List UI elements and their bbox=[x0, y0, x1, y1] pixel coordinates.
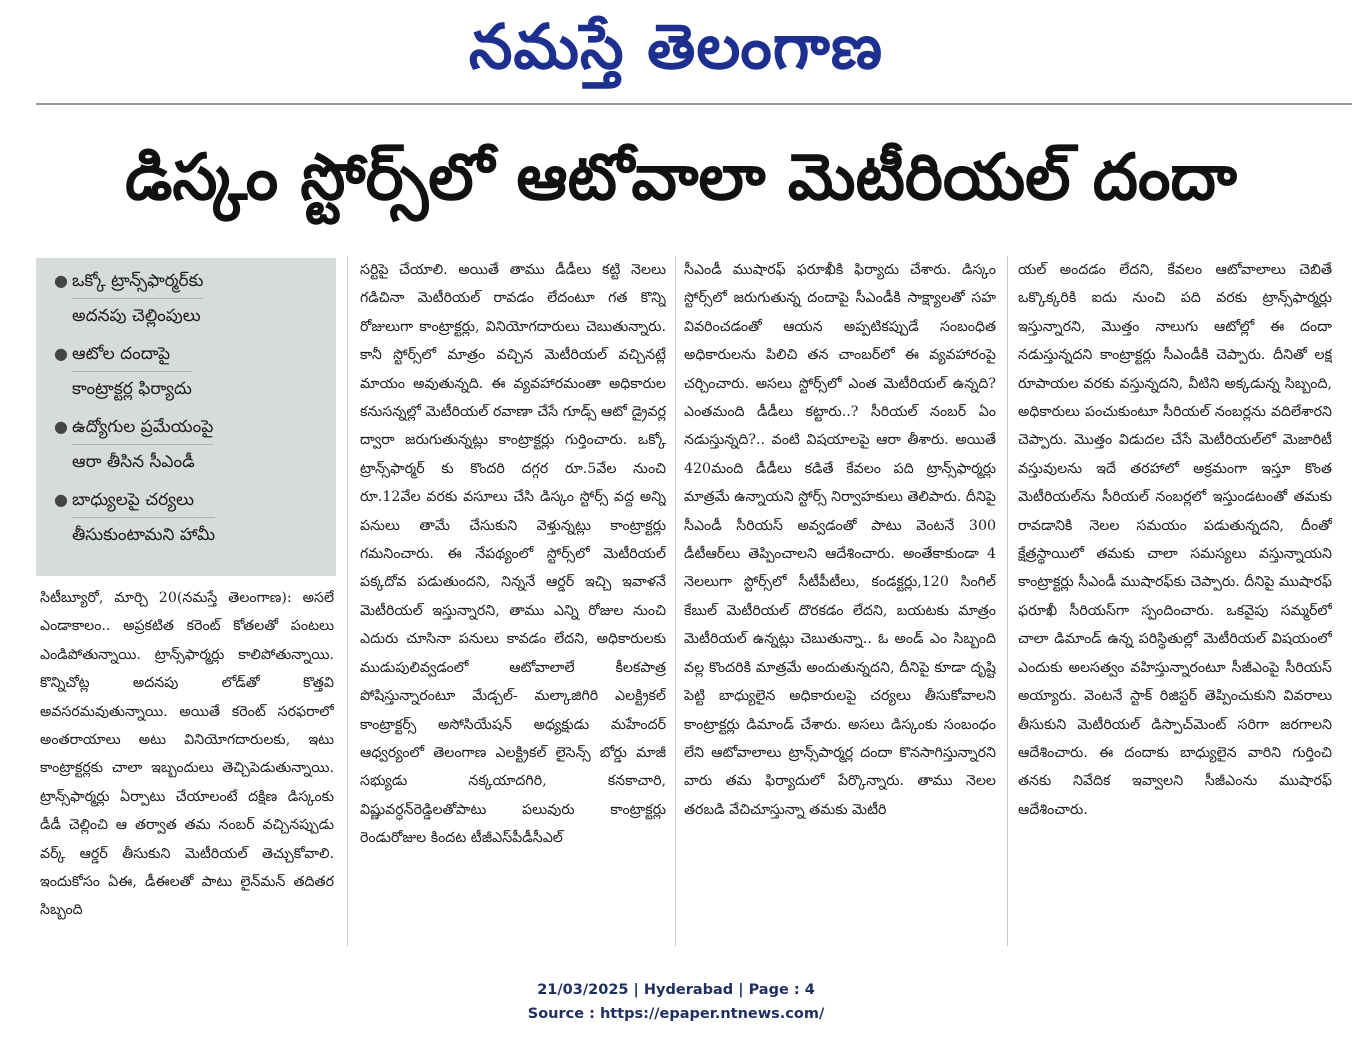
highlight-line: ఒక్కో ట్రాన్స్‌ఫార్మర్‌కు bbox=[72, 264, 203, 299]
highlight-line: కాంట్రాక్టర్ల ఫిర్యాదు bbox=[72, 379, 192, 399]
highlight-item bbox=[54, 410, 322, 479]
highlight-line: తీసుకుంటామని హామీ bbox=[72, 525, 216, 545]
article-paragraph: సర్టిపై చేయాలి. అయితే తాము డీడీలు కట్టి నెలలు గడిచినా మెటీరియల్ రావడం లేదంటూ గత కొన్ని రోజులుగా కాంట్రాక్టర్లు, వినియోగదారులు చెబుతున్నారు. కానీ స్టోర్స్‌లో మాత్రం వచ్చిన మెటీరియల్ వచ్చినట్లే మాయం అవుతున్నది. ఈ వ్యవహారమంతా అధికారుల కనుసన్నల్లో మెటీరియల్ రవాణా చేసే గూడ్స్ ఆటో డ్రైవర్ల ద్వారా జరుగుతున్నట్లు కాంట్రాక్టర్లు గుర్తించారు. ఒక్కో ట్రాన్స్‌ఫార్మర్ కు కొందరి దగ్గర రూ.5వేల నుంచి రూ.12వేల వరకు వసూలు చేసి డిస్కం స్టోర్స్ వద్ద అన్ని పనులు తామే చేసుకుని వెళ్తున్నట్లు కాంట్రాక్టర్లు గమనించారు. ఈ నేపథ్యంలో స్టోర్స్‌లో మెటీరియల్ పక్కదోవ పడుతుందని, నిన్ననే ఆర్డర్ ఇచ్చి ఇవాళనే మెటీరియల్ ఇస్తున్నారని, తాము ఎన్ని రోజుల నుంచి ఎదురు చూసినా పనులు కావడం లేదని, అధికారులకు ముడుపులివ్వడంలో ఆటోవాలాలే కీలకపాత్ర పోషిస్తున్నారంటూ మేడ్చల్- మల్కాజిగిరి ఎలక్ట్రికల్ కాంట్రాక్టర్స్ అసోసియేషన్ అధ్యక్షుడు మహేందర్ ఆధ్వర్యంలో తెలంగాణ ఎలక్ట్రికల్ లైసెన్స్ బోర్డు మాజీ సభ్యుడు నక్కయాదగిరి, కనకాచారి, విష్ణువర్ధన్‌రెడ్డిలతోపాటు పలువురు కాంట్రాక్టర్లు రెండురోజుల కిందట టీజీఎస్‌పీడీసీఎల్ bbox=[360, 262, 666, 847]
highlight-line: ఆటోల దందాపై bbox=[72, 337, 192, 372]
column-divider bbox=[347, 256, 348, 946]
bullet-icon: ● bbox=[54, 271, 68, 290]
highlight-item bbox=[54, 337, 322, 406]
highlight-item bbox=[54, 264, 322, 333]
column-divider bbox=[675, 256, 676, 946]
article-column-3 bbox=[684, 256, 996, 946]
article-column-1 bbox=[40, 584, 334, 944]
article-column-4 bbox=[1018, 256, 1332, 946]
masthead-divider bbox=[36, 103, 1352, 105]
highlight-line: ఆరా తీసిన సీఎండీ bbox=[72, 452, 195, 472]
bullet-icon: ● bbox=[54, 417, 68, 436]
page-footer bbox=[0, 978, 1352, 1026]
bullet-icon: ● bbox=[54, 344, 68, 363]
bullet-icon: ● bbox=[54, 490, 68, 509]
article-paragraph: సీఎండీ ముషారఫ్ ఫరూఖీకి ఫిర్యాదు చేశారు. డిస్కం స్టోర్స్‌లో జరుగుతున్న దందాపై సీఎండీకి సాక్ష్యాలతో సహ వివరించడంతో ఆయన అప్పటికప్పుడే సంబంధిత అధికారులను పిలిచి తన చాంబర్‌లో ఈ వ్యవహారంపై చర్చించారు. అసలు స్టోర్స్‌లో ఎంత మెటీరియల్ ఉన్నది? ఎంతమంది డీడీలు కట్టారు..? సీరియల్ నంబర్ ఏం నడుస్తున్నది?.. వంటి విషయాలపై ఆరా తీశారు. అయితే 420మంది డీడీలు కడితే కేవలం పది ట్రాన్స్‌ఫార్మర్లు మాత్రమే ఉన్నాయని స్టోర్స్ నిర్వాహకులు తెలిపారు. దీనిపై సీఎండీ సీరియస్ అవ్వడంతో పాటు వెంటనే 300 డీటీఆర్‌లు తెప్పించాలని ఆదేశించారు. అంతేకాకుండా 4 నెలలుగా స్టోర్స్‌లో సీటీపీటీలు, కండక్టర్లు,120 సింగిల్ కేబుల్ మెటీరియల్ దొరకడం లేదని, బయటకు మాత్రం మెటీరియల్ ఉన్నట్లు చెబుతున్నా.. ఓ అండ్ ఎం సిబ్బంది వల్ల కొందరికి మాత్రమే అందుతున్నదని, దీనిపై కూడా దృష్టి పెట్టి బాధ్యులైన అధికారులపై చర్యలు తీసుకోవాలని కాంట్రాక్టర్లు డిమాండ్ చేశారు. అసలు డిస్కంకు సంబంధం లేని ఆటోవాలాలు ట్రాన్స్‌పార్మర్ల దందా కొనసాగిస్తున్నారని వారు తమ ఫిర్యాదులో పేర్కొన్నారు. తాము నెలల తరబడి వేచిచూస్తున్నా తమకు మెటీరి bbox=[684, 262, 996, 818]
highlight-item bbox=[54, 483, 322, 552]
column-divider bbox=[1007, 256, 1008, 946]
highlight-line: అదనపు చెల్లింపులు bbox=[72, 306, 201, 326]
edition-info: 21/03/2025 | Hyderabad | Page : 4 bbox=[537, 982, 815, 998]
source-link[interactable]: Source : https://epaper.ntnews.com/ bbox=[527, 1006, 825, 1022]
masthead bbox=[0, 0, 1352, 96]
article-paragraph: యల్ అందడం లేదని, కేవలం ఆటోవాలాలు చెబితే ఒక్కొక్కరికి ఐదు నుంచి పది వరకు ట్రాన్స్‌ఫార్మర్లు ఇస్తున్నారని, మొత్తం నాలుగు ఆటోల్లో ఈ దందా నడుస్తున్నదని కాంట్రాక్టర్లు సీఎండీకి చెప్పారు. దీనితో లక్ష రూపాయల వరకు వస్తున్నదని, వీటిని అక్కడున్న సిబ్బంది, అధికారులు పంచుకుంటూ సీరియల్ నంబర్లను వదిలేశారని చెప్పారు. మొత్తం విడుదల చేసే మెటీరియల్‌లో మెజారిటీ వస్తువులను ఇదే తరహాలో అక్రమంగా ఇస్తూ కొంత మెటీరియల్‌ను సీరియల్ నంబర్లలో ఇస్తుండటంతో తమకు రావడానికి నెలల సమయం పడుతున్నదని, దీంతో క్షేత్రస్థాయిలో తమకు చాలా సమస్యలు వస్తున్నాయని కాంట్రాక్టర్లు సీఎండీ ముషారఫ్‌కు చెప్పారు. దీనిపై ముషారఫ్ ఫరూఖీ సీరియస్‌గా స్పందించారు. ఒకవైపు సమ్మర్‌లో చాలా డిమాండ్ ఉన్న పరిస్థితుల్లో మెటీరియల్ విషయంలో ఎందుకు అలసత్వం వహిస్తున్నారంటూ సీజీఎంపై సీరియస్ అయ్యారు. వెంటనే స్టాక్ రిజిస్టర్ తెప్పించుకుని వివరాలు తీసుకుని మెటీరియల్ డిస్పాచ్‌మెంట్ సరిగా జరగాలని ఆదేశించారు. ఈ దందాకు బాధ్యులైన వారిని గుర్తించి తనకు నివేదిక ఇవ్వాలని సీజీఎంను ముషారఫ్ ఆదేశించారు. bbox=[1018, 262, 1332, 818]
article-headline: డిస్కం స్టోర్స్‌లో ఆటోవాలా మెటీరియల్ దందా bbox=[125, 141, 1237, 215]
highlight-line: బాధ్యులపై చర్యలు bbox=[72, 483, 215, 518]
article-column-2 bbox=[360, 256, 666, 946]
highlights-box bbox=[36, 258, 336, 576]
highlight-line: ఉద్యోగుల ప్రమేయంపై bbox=[72, 410, 213, 445]
newspaper-logo: నమస్తే తెలంగాణ bbox=[468, 10, 884, 83]
article-paragraph: సిటీబ్యూరో, మార్చి 20(నమస్తే తెలంగాణ): అసలే ఎండాకాలం.. అప్రకటిత కరెంట్ కోతలతో పంటలు ఎండిపోతున్నాయి. ట్రాన్స్‌ఫార్మర్లు కాలిపోతున్నాయి. కొన్నిచోట్ల అదనపు లోడ్‌తో కొత్తవి అవసరమవుతున్నాయి. అయితే కరెంట్ సరఫరాలో అంతరాయాలు అటు వినియోగదారులకు, ఇటు కాంట్రాక్టర్లకు చాలా ఇబ్బందులు తెచ్చిపెడుతున్నాయి. ట్రాన్స్‌ఫార్మర్లు ఏర్పాటు చేయాలంటే దక్షిణ డిస్కంకు డీడీ చెల్లించి ఆ తర్వాత తమ నంబర్ వచ్చినప్పుడు వర్క్ ఆర్డర్ తీసుకుని మెటీరియల్ తెచ్చుకోవాలి. ఇందుకోసం ఏఈ, డీఈలతో పాటు లైన్‌మన్ తదితర సిబ్బంది bbox=[40, 590, 334, 919]
